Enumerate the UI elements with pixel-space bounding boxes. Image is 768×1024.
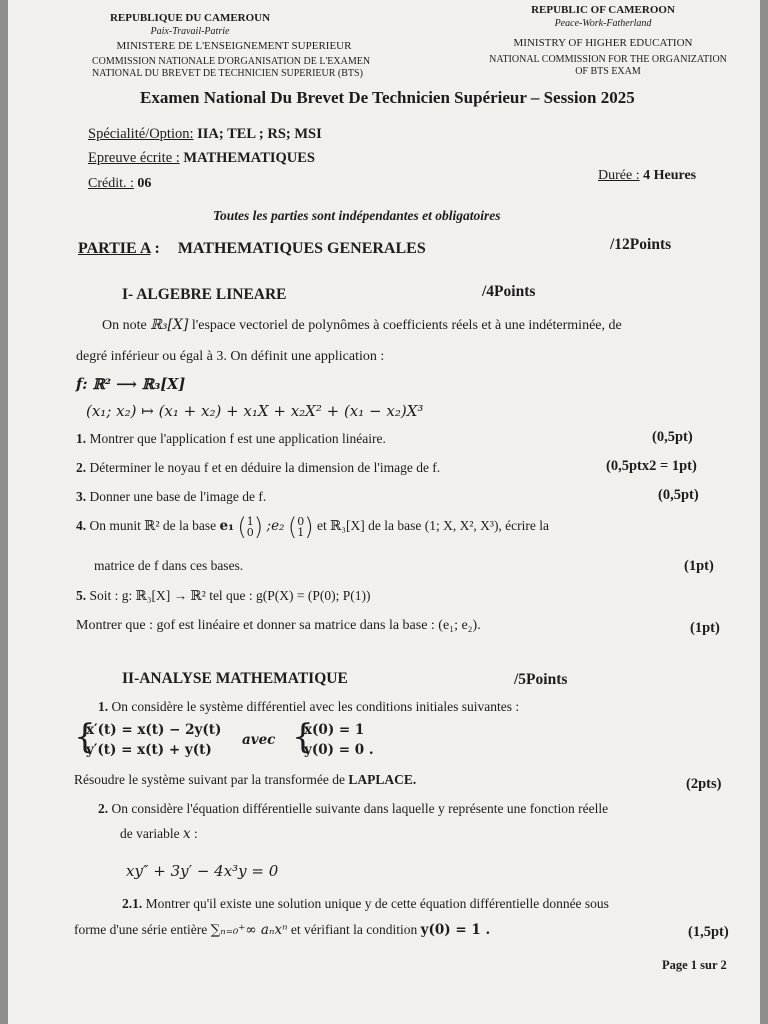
header-right-ministry: MINISTRY OF HIGHER EDUCATION [513,37,693,49]
part-a-heading [78,240,426,258]
exam-page: REPUBLIQUE DU CAMEROUN Paix-Travail-Patrie MINISTERE DE L'ENSEIGNEMENT SUPERIEUR COMMISSION NATIONALE D'ORGANISATION DE L'EXAMEN NATIONAL DU BREVET DE TECHNICIEN SUPERIEUR (BTS) REPUBLIC OF CAMEROON Peace-Work-Fatherland MINISTRY OF HIGHER EDUCATION NATIONAL COMMISSION FOR THE ORGANIZATION OF BTS EXAM Examen National Du Brevet De Technicien Supérieur – Session 2025 Spécialité/Option: IIA; TEL ; RS; MSI Epreuve écrite : MATHEMATIQUES Crédit. : 06 Durée : 4 Heures Toutes les parties sont indépendantes et obligatoires PARTIE A : MATHEMATIQUES GENERALES /12Points I- ALGEBRE LINEARE /4Points On note ℝ₃[X] l'espace vectoriel de polynômes à coefficients réels et à une indéterminée, de degré inférieur ou égal à 3. On définit une application : f: ℝ² ⟶ ℝ₃[X] (x₁; x₂) ↦ (x₁ + x₂) + x₁X + x₂X² + (x₁ − x₂)X³ 1. Montrer que l'application f est une application linéaire. (0,5pt) 2. Déterminer le noyau f et en déduire la dimension de l'image de f. (0,5ptx2 = 1pt) 3. Donner une base de l'image de f. (0,5pt) 4. On munit ℝ² de la base e₁ (1 0) ;e₂ (0 1) et ℝ₃[X] de la base (1; X, X², X³), écrire la matrice de f dans ces bases. (1pt) 5. Soit : g: ℝ₃[X] → ℝ² tel que : g(P(X) = (P(0); P(1)) Montrer que : gof est linéaire et donner sa matrice dans la base : (e₁; e₂). (1pt) II-ANALYSE MATHEMATIQUE /5Points 1. On considère le système différentiel avec les conditions initiales suivantes : { x′(t) = x(t) − 2y(t) y′(t) = x(t) + y(t) avec { x(0) = 1 y(0) = 0 . Résoudre le système suivant par la transformée de LAPLACE. (2pts) 2. On considère l'équation différentielle suivante dans laquelle y représente une fonction réelle de variable x : xy″ + 3y′ − 4x³y = 0 2.1. Montrer qu'il existe une solution unique y de cette équation différentielle donnée sous forme d'une série entière ∑ₙ₌₀⁺∞ aₙxⁿ et vérifiant la condition y(0) = 1 . (1,5pt) Page 1 sur 2 [8,0,760,1024]
algebra-q5-cont: Montrer que : gof est linéaire et donner sa matrice dans la base : (e₁; e₂). [76,618,481,633]
vector-e1: 1 0 [246,515,254,539]
header-right-commission [458,54,758,78]
algebra-intro-line1: On note ℝ₃[X] l'espace vectoriel de polynômes à coefficients réels et à une indéterminée, de [102,317,622,333]
header-left-commission-line2: NATIONAL DU BREVET DE TECHNICIEN SUPERIEUR (BTS) [92,68,363,79]
vector-e2: 0 1 [297,515,305,539]
duration-value: 4 Heures [643,168,697,183]
algebra-q5: 5. Soit : g: ℝ₃[X] → ℝ² tel que : g(P(X) = (P(0); P(1)) [76,588,371,603]
analysis-q21: 2.1. Montrer qu'il existe une solution unique y de cette équation différentielle donnée sous [122,896,609,911]
duration-line [598,168,696,184]
speciality-value: IIA; TEL ; RS; MSI [197,126,322,142]
header-right-motto: Peace-Work-Fatherland [554,18,652,29]
system-avec: avec [242,732,276,748]
duration-label: Durée : [598,168,640,183]
analysis-q21-points: (1,5pt) [688,924,729,940]
system-eq1: x′(t) = x(t) − 2y(t) [86,722,222,738]
section-algebra-points: /4Points [482,283,536,300]
header-left-motto: Paix-Travail-Patrie [150,26,230,37]
map-definition: f: ℝ² ⟶ ℝ₃[X] [76,376,186,393]
header-right-commission-line2: OF BTS EXAM [575,66,641,77]
credit-value: 06 [137,176,152,191]
header-left-country: REPUBLIQUE DU CAMEROUN [109,12,271,24]
part-a-label: PARTIE A [78,240,151,257]
analysis-q2-cont: de variable x : [120,826,198,842]
analysis-q1: 1. On considère le système différentiel avec les conditions initiales suivantes : [98,699,520,714]
part-a-points: /12Points [610,236,672,253]
speciality-label: Spécialité/Option: [88,126,194,142]
page-number: Page 1 sur 2 [662,958,727,972]
algebra-q4-cont: matrice de f dans ces bases. [94,558,244,573]
credit-line [88,176,151,192]
map-formula: (x₁; x₂) ↦ (x₁ + x₂) + x₁X + x₂X² + (x₁ − x₂)X³ [86,402,424,420]
initial-cond-2: y(0) = 0 . [304,742,374,758]
algebra-q5-points: (1pt) [690,620,720,636]
header-left-commission [92,56,370,80]
algebra-q1: 1. Montrer que l'application f est une application linéaire. [76,431,386,446]
algebra-q2: 2. Déterminer le noyau f et en déduire la dimension de l'image de f. [76,460,441,475]
algebra-q4-points: (1pt) [684,558,714,574]
initial-cond-1: x(0) = 1 [304,722,365,738]
algebra-intro-line2: degré inférieur ou égal à 3. On définit une application : [76,349,385,364]
exam-title: Examen National Du Brevet De Technicien Supérieur – Session 2025 [140,88,635,107]
section-algebra-title: I- ALGEBRE LINEARE [122,286,287,303]
analysis-q21-cont: forme d'une série entière ∑ₙ₌₀⁺∞ aₙxⁿ et vérifiant la condition y(0) = 1 . [74,922,491,938]
algebra-q1-points: (0,5pt) [652,429,693,445]
differential-equation: xy″ + 3y′ − 4x³y = 0 [126,862,279,880]
instructions: Toutes les parties sont indépendantes et obligatoires [213,208,501,223]
algebra-q4: 4. On munit ℝ² de la base e₁ (1 0) ;e₂ (0 1) et ℝ₃[X] de la base (1; X, X², X³), écrire la [76,513,550,541]
header-left-commission-line1: COMMISSION NATIONALE D'ORGANISATION DE L'EXAMEN [92,56,371,67]
system-eq2: y′(t) = x(t) + y(t) [86,742,212,758]
algebra-q3-points: (0,5pt) [658,487,699,503]
algebra-q3: 3. Donner une base de l'image de f. [76,489,267,504]
analysis-q1-points: (2pts) [686,776,722,792]
analysis-q1-instruction: Résoudre le système suivant par la transformée de LAPLACE. [74,772,417,787]
header-right-commission-line1: NATIONAL COMMISSION FOR THE ORGANIZATION [489,54,727,65]
part-a-title: MATHEMATIQUES GENERALES [177,240,426,257]
header-right-country: REPUBLIC OF CAMEROON [531,4,675,16]
epreuve-line [88,150,315,167]
algebra-q2-points: (0,5ptx2 = 1pt) [606,458,697,474]
epreuve-label: Epreuve écrite : [88,150,180,166]
credit-label: Crédit. : [88,176,134,191]
part-a-sep: : [154,240,160,257]
section-analysis-title: II-ANALYSE MATHEMATIQUE [122,670,348,687]
analysis-q2: 2. On considère l'équation différentielle suivante dans laquelle y représente une fonction réelle [98,801,609,816]
speciality-line [88,126,322,143]
header-left-ministry: MINISTERE DE L'ENSEIGNEMENT SUPERIEUR [116,40,352,52]
section-analysis-points: /5Points [514,671,568,688]
epreuve-value: MATHEMATIQUES [183,150,315,166]
